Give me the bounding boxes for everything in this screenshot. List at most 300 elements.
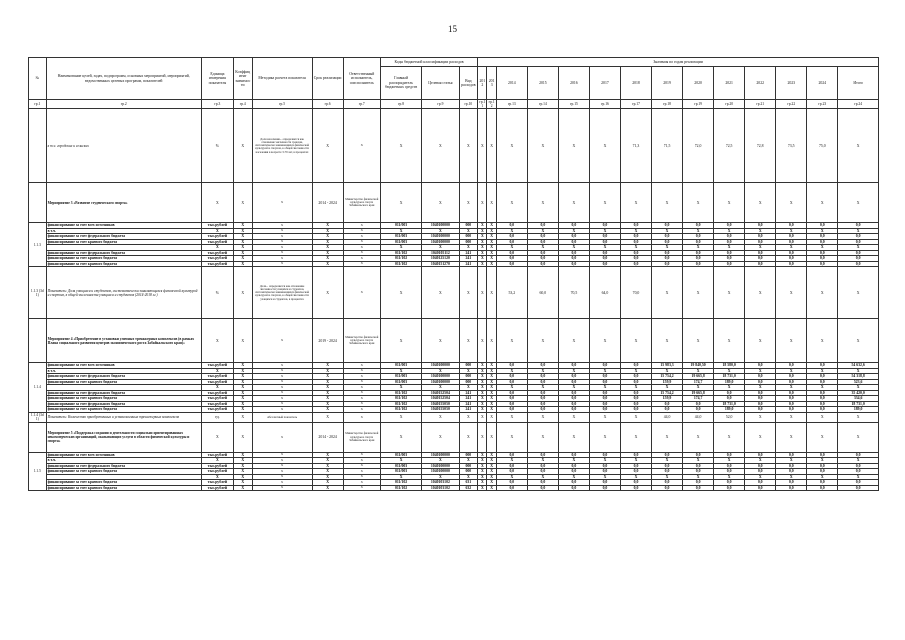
financing-label: финансирование за счет федерального бюджета [46, 234, 201, 240]
value-cell: X [478, 374, 487, 380]
financing-label: финансирование за счет всех источников [46, 363, 201, 369]
value-cell: X [478, 390, 487, 396]
value-cell: X [745, 319, 776, 363]
value-cell: X [652, 474, 683, 480]
value-cell: 011/102 [380, 250, 421, 256]
value-cell: 000 [459, 363, 478, 369]
value-cell: 0,0 [807, 379, 838, 385]
value-cell: X [496, 458, 527, 464]
value-cell: 0,0 [558, 407, 589, 413]
value-cell: 0,0 [745, 390, 776, 396]
value-cell: 0,0 [745, 250, 776, 256]
value-cell: 0,0 [589, 407, 620, 413]
value-cell: X [478, 239, 487, 245]
value-cell: 0,0 [807, 452, 838, 458]
executor-cell: X [343, 261, 380, 267]
value-cell: X [620, 474, 651, 480]
value-cell: X [714, 245, 745, 251]
value-cell: 1040155050 [422, 401, 459, 407]
value-cell: 0,0 [527, 390, 558, 396]
value-cell: 159,9 [652, 379, 683, 385]
executor-cell: X [343, 452, 380, 458]
value-cell: X [233, 239, 252, 245]
value-cell: 0,0 [652, 463, 683, 469]
value-cell: X [487, 480, 496, 486]
value-cell: 241 [459, 407, 478, 413]
value-cell: 18 731,0 [714, 401, 745, 407]
value-cell: X [312, 480, 343, 486]
value-cell: 0,0 [745, 469, 776, 475]
method-cell: X [252, 319, 312, 363]
value-cell: X [201, 474, 233, 480]
value-cell: 18 731,0 [714, 374, 745, 380]
value-cell: 174,7 [683, 379, 714, 385]
value-cell: 0,0 [589, 374, 620, 380]
value-cell: 0,0 [496, 480, 527, 486]
value-cell: 0,0 [527, 485, 558, 491]
value-cell: 60,0 [527, 267, 558, 319]
value-cell: X [422, 412, 459, 422]
value-cell: X [745, 422, 776, 452]
value-cell: X [478, 474, 487, 480]
value-cell: X [558, 385, 589, 391]
value-cell: 0,0 [683, 256, 714, 262]
value-cell: 0,0 [527, 469, 558, 475]
value-cell: X [683, 422, 714, 452]
value-cell: 1040152504 [422, 390, 459, 396]
value-cell: 0,0 [527, 379, 558, 385]
value-cell: 000 [459, 239, 478, 245]
value-cell: X [233, 228, 252, 234]
financing-label: финансирование за счет краевого бюджета [46, 261, 201, 267]
value-cell: X [478, 385, 487, 391]
value-cell: 0,0 [496, 250, 527, 256]
value-cell: X [233, 407, 252, 413]
measure-row [29, 422, 879, 452]
value-cell: X [683, 245, 714, 251]
financing-label: финансирование за счет краевого бюджета [46, 480, 201, 486]
value-cell: ед. [201, 412, 233, 422]
value-cell: X [422, 474, 459, 480]
value-cell: X [527, 458, 558, 464]
header-year: 2022 [745, 67, 776, 100]
header-year: 2014 [496, 67, 527, 100]
financing-label: финансирование за счет федерального бюджета [46, 463, 201, 469]
value-cell: X [459, 458, 478, 464]
value-cell: X [422, 422, 459, 452]
column-number-cell: гр.15 [558, 100, 589, 109]
value-cell: 0,0 [745, 234, 776, 240]
header-year: 2015 [527, 67, 558, 100]
value-cell: 0,0 [496, 469, 527, 475]
value-cell: 0,0 [652, 401, 683, 407]
header-values: Значения по годам реализации [478, 58, 879, 67]
value-cell: 1040100000 [422, 379, 459, 385]
value-cell: 0,0 [683, 469, 714, 475]
value-cell: X [422, 183, 459, 223]
value-cell: 0,0 [838, 256, 879, 262]
financing-label: в т.ч. [46, 368, 201, 374]
program-table [28, 57, 879, 491]
value-cell: 0,0 [496, 239, 527, 245]
value-cell: X [620, 412, 651, 422]
value-cell: X [714, 458, 745, 464]
header-period: Срок реализации [312, 58, 343, 100]
value-cell: X [459, 228, 478, 234]
value-cell: 631 [459, 480, 478, 486]
value-cell: 0,0 [776, 223, 807, 229]
value-cell: 0,0 [683, 463, 714, 469]
value-cell: 241 [459, 256, 478, 262]
value-cell: X [201, 183, 233, 223]
financing-label: в т.ч. [46, 228, 201, 234]
method-cell: X [252, 452, 312, 458]
value-cell: % [201, 267, 233, 319]
value-cell: X [312, 363, 343, 369]
value-cell: 0,0 [776, 261, 807, 267]
value-cell: X [745, 228, 776, 234]
value-cell: 0,0 [714, 452, 745, 458]
value-cell: X [422, 228, 459, 234]
value-cell: X [312, 485, 343, 491]
column-number-cell: гр.18 [652, 100, 683, 109]
value-cell: 0,0 [527, 452, 558, 458]
value-cell: 54 632,6 [838, 363, 879, 369]
value-cell: 0,0 [776, 463, 807, 469]
value-cell: X [312, 396, 343, 402]
measure-row [29, 183, 879, 223]
value-cell: 0,0 [745, 223, 776, 229]
value-cell: 159,9 [652, 396, 683, 402]
executor-cell: X [343, 374, 380, 380]
value-cell: X [478, 228, 487, 234]
value-cell: 2014 - 2024 [312, 183, 343, 223]
value-cell: 000 [459, 469, 478, 475]
value-cell: X [589, 368, 620, 374]
value-cell: X [487, 261, 496, 267]
value-cell: X [422, 385, 459, 391]
executor-cell: X [343, 234, 380, 240]
value-cell: 0,0 [496, 463, 527, 469]
value-cell: 0,0 [807, 396, 838, 402]
value-cell: X [714, 474, 745, 480]
value-cell: X [233, 223, 252, 229]
value-cell: X [807, 228, 838, 234]
financing-label: финансирование за счет краевого бюджета [46, 379, 201, 385]
value-cell: X [201, 368, 233, 374]
value-cell: X [312, 401, 343, 407]
value-cell: 0,0 [558, 396, 589, 402]
value-cell: X [838, 245, 879, 251]
value-cell: X [312, 474, 343, 480]
value-cell: X [478, 183, 487, 223]
value-cell: X [233, 412, 252, 422]
value-cell: X [487, 401, 496, 407]
value-cell: X [745, 412, 776, 422]
column-number-cell: гр.20 [714, 100, 745, 109]
value-cell: 0,0 [745, 239, 776, 245]
value-cell: 0,0 [620, 480, 651, 486]
financing-label: финансирование за счет федерального бюджета [46, 401, 201, 407]
value-cell: X [807, 368, 838, 374]
value-cell: X [459, 267, 478, 319]
value-cell: 0,0 [496, 363, 527, 369]
value-cell: тыс.рублей [201, 401, 233, 407]
value-cell: 0,0 [745, 261, 776, 267]
value-cell: 0,0 [589, 250, 620, 256]
value-cell: 011/102 [380, 390, 421, 396]
value-cell: 0,0 [558, 374, 589, 380]
value-cell: X [478, 245, 487, 251]
value-cell: 0,0 [558, 469, 589, 475]
value-cell: 15 754,2 [652, 374, 683, 380]
value-cell: X [233, 368, 252, 374]
method-cell: X [252, 368, 312, 374]
value-cell: 0,0 [527, 239, 558, 245]
executor-cell: Министерство физической культуры и спорта Забайкальского края [343, 319, 380, 363]
value-cell: X [776, 368, 807, 374]
method-cell: X [252, 234, 312, 240]
value-cell: 0,0 [776, 390, 807, 396]
value-cell: X [487, 469, 496, 475]
value-cell: 0,0 [620, 396, 651, 402]
value-cell: 0,0 [745, 256, 776, 262]
column-number-cell: гр.23 [807, 100, 838, 109]
value-cell: X [201, 385, 233, 391]
executor-cell: X [343, 385, 380, 391]
value-cell: X [652, 228, 683, 234]
value-cell: X [620, 228, 651, 234]
value-cell: 18 580,0 [714, 363, 745, 369]
value-cell: 0,0 [652, 250, 683, 256]
column-number-cell: гр.9 [422, 100, 459, 109]
value-cell: X [487, 458, 496, 464]
column-number-cell: гр.17 [620, 100, 651, 109]
value-cell: X [496, 319, 527, 363]
value-cell: 0,0 [776, 379, 807, 385]
value-cell: X [312, 223, 343, 229]
value-cell: 0,0 [558, 485, 589, 491]
value-cell: X [422, 245, 459, 251]
header-total: Итого [838, 67, 879, 100]
value-cell: 0,0 [807, 485, 838, 491]
value-cell: X [312, 379, 343, 385]
header-unit: Единица измерения показателя [201, 58, 233, 100]
value-cell: X [380, 319, 421, 363]
value-cell: 52,0 [714, 412, 745, 422]
indicator-title: Показатель: Количество приобретенных и установленных тренажерных комплексов [46, 412, 201, 422]
value-cell: 0,0 [558, 390, 589, 396]
value-cell: 0,0 [776, 239, 807, 245]
value-cell: X [478, 452, 487, 458]
value-cell: 0,0 [589, 469, 620, 475]
column-number-cell: гр.21 [745, 100, 776, 109]
value-cell: X [527, 319, 558, 363]
value-cell: X [589, 319, 620, 363]
value-cell: X [776, 267, 807, 319]
value-cell: 011/003 [380, 379, 421, 385]
value-cell: X [620, 183, 651, 223]
value-cell: 0,0 [776, 480, 807, 486]
value-cell: X [233, 485, 252, 491]
value-cell: X [201, 319, 233, 363]
value-cell: 0,0 [838, 223, 879, 229]
value-cell: X [776, 474, 807, 480]
value-cell: тыс.рублей [201, 250, 233, 256]
value-cell: 0,0 [714, 469, 745, 475]
method-cell: X [252, 390, 312, 396]
value-cell: 0,0 [527, 480, 558, 486]
value-cell: 0,0 [714, 480, 745, 486]
value-cell: X [620, 368, 651, 374]
executor-cell: Министерство физической культуры и спорта Забайкальского края [343, 422, 380, 452]
value-cell: 0,0 [745, 401, 776, 407]
value-cell: 0,0 [838, 480, 879, 486]
method-cell: X [252, 256, 312, 262]
value-cell: X [776, 412, 807, 422]
financing-row [29, 485, 879, 491]
value-cell: X [838, 458, 879, 464]
value-cell: 0,0 [745, 463, 776, 469]
value-cell: 1040151270 [422, 261, 459, 267]
value-cell: 0,0 [558, 463, 589, 469]
value-cell: 0,0 [745, 480, 776, 486]
value-cell: X [714, 422, 745, 452]
financing-label: финансирование за счет краевого бюджета [46, 469, 201, 475]
value-cell: 72,0 [683, 109, 714, 183]
financing-label: финансирование за счет краевого бюджета [46, 485, 201, 491]
method-cell: Абсолютный показатель [252, 412, 312, 422]
value-cell: 0,0 [807, 407, 838, 413]
value-cell: X [422, 319, 459, 363]
value-cell: 0,0 [807, 401, 838, 407]
value-cell: 0,0 [496, 390, 527, 396]
value-cell: X [683, 183, 714, 223]
executor-cell: X [343, 109, 380, 183]
value-cell: X [496, 245, 527, 251]
value-cell: X [487, 109, 496, 183]
value-cell: 19 665,8 [683, 374, 714, 380]
value-cell: X [459, 109, 478, 183]
value-cell: 0,0 [527, 234, 558, 240]
method-cell: X [252, 379, 312, 385]
value-cell: 523,6 [838, 379, 879, 385]
value-cell: 35 420,0 [838, 390, 879, 396]
value-cell: 0,0 [838, 261, 879, 267]
value-cell: X [478, 109, 487, 183]
value-cell: 1040155050 [422, 407, 459, 413]
value-cell: 1040152504 [422, 396, 459, 402]
value-cell: 0,0 [527, 374, 558, 380]
value-cell: 011/003 [380, 234, 421, 240]
value-cell: X [312, 109, 343, 183]
value-cell: 011/003 [380, 223, 421, 229]
measure-title: Мероприятие 5 «Поддержка создания и деятельности социально ориентированных некоммерческих организаций, оказывающих услуги в области физической культуры и спорта» [46, 422, 201, 452]
value-cell: X [527, 228, 558, 234]
value-cell: 0,0 [652, 485, 683, 491]
value-cell: X [807, 458, 838, 464]
method-cell: X [252, 183, 312, 223]
value-cell: 0,0 [776, 234, 807, 240]
value-cell: 0,0 [807, 250, 838, 256]
value-cell: X [478, 458, 487, 464]
header-executor: Ответственный исполнитель, соисполнитель [343, 58, 380, 100]
value-cell: X [745, 474, 776, 480]
column-number-cell: гр.13 [496, 100, 527, 109]
value-cell: X [233, 385, 252, 391]
value-cell: X [487, 385, 496, 391]
value-cell: X [422, 267, 459, 319]
value-cell: 0,0 [558, 379, 589, 385]
value-cell: X [478, 368, 487, 374]
value-cell: X [478, 396, 487, 402]
row-number-cell: 1.1.3 (3d 1) [29, 267, 47, 319]
financing-label: финансирование за счет краевого бюджета [46, 256, 201, 262]
header-year: 2021 [714, 67, 745, 100]
value-cell: X [380, 267, 421, 319]
value-cell: 0,0 [558, 401, 589, 407]
value-cell: X [807, 474, 838, 480]
financing-label: финансирование за счет федерального бюджета [46, 390, 201, 396]
value-cell: X [838, 474, 879, 480]
value-cell: 0,0 [776, 452, 807, 458]
value-cell: X [496, 422, 527, 452]
value-cell: X [459, 368, 478, 374]
financing-label: финансирование за счет федерального бюджета [46, 250, 201, 256]
header-year: 2018 [620, 67, 651, 100]
value-cell: 0,0 [620, 256, 651, 262]
executor-cell: X [343, 363, 380, 369]
value-cell: 000 [459, 379, 478, 385]
method-cell: X [252, 228, 312, 234]
value-cell: X [620, 319, 651, 363]
value-cell: X [558, 319, 589, 363]
value-cell: X [838, 422, 879, 452]
value-cell: X [233, 109, 252, 183]
value-cell: тыс.рублей [201, 261, 233, 267]
method-cell: X [252, 363, 312, 369]
value-cell: X [233, 267, 252, 319]
financing-label: финансирование за счет всех источников [46, 223, 201, 229]
column-number-cell: гр.8 [380, 100, 421, 109]
value-cell: X [527, 368, 558, 374]
value-cell: X [233, 469, 252, 475]
value-cell: X [233, 474, 252, 480]
column-number-cell: гр.19 [683, 100, 714, 109]
value-cell: X [233, 363, 252, 369]
indicator-title: Показатель: Доля учащихся и студентов, систематически занимающихся физической культурой и спортом, в общей численности учащихся и студентов (2014-2018 гг.) [46, 267, 201, 319]
value-cell: X [478, 480, 487, 486]
value-cell: % [201, 109, 233, 183]
value-cell: 0,0 [620, 485, 651, 491]
value-cell: 0,0 [589, 401, 620, 407]
value-cell: 0,0 [776, 374, 807, 380]
executor-cell: X [343, 480, 380, 486]
value-cell: 73,5 [776, 109, 807, 183]
header-vr: Вид расходов [459, 67, 478, 100]
value-cell: X [652, 267, 683, 319]
value-cell: 0,0 [620, 261, 651, 267]
value-cell: 0,0 [558, 250, 589, 256]
value-cell: X [714, 368, 745, 374]
value-cell: X [745, 368, 776, 374]
value-cell: 19 665,8 [683, 390, 714, 396]
value-cell: X [589, 385, 620, 391]
value-cell: 0,0 [776, 250, 807, 256]
row-number-cell: 1.1.3 [29, 223, 47, 267]
column-number-cell: гр.12 [488, 100, 495, 109]
value-cell: X [487, 379, 496, 385]
